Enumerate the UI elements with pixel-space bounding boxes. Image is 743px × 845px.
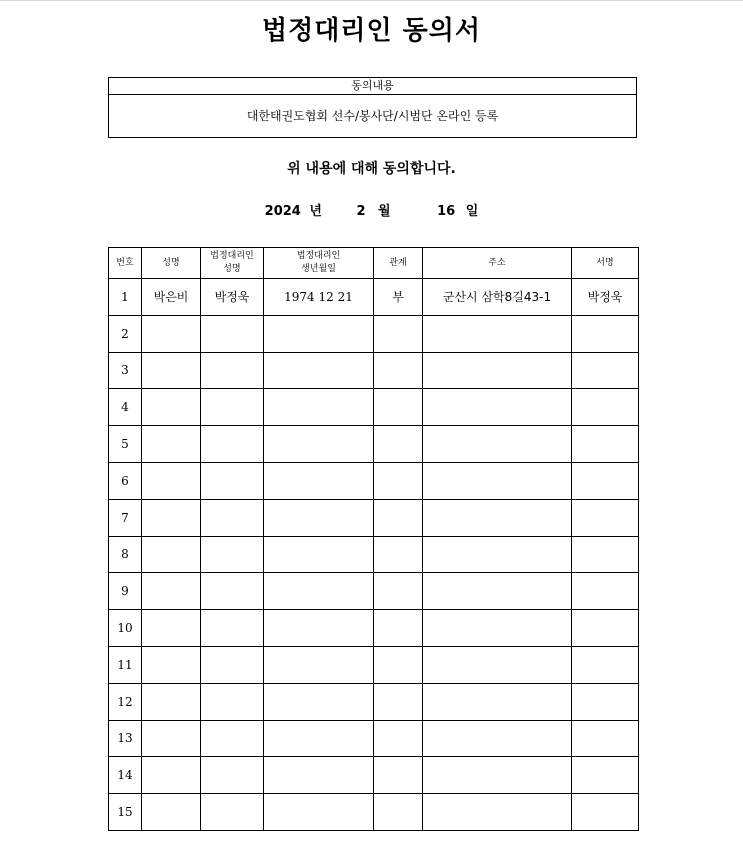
cell-no: 2 xyxy=(109,315,142,352)
cell-no: 11 xyxy=(109,646,142,683)
cell-signature xyxy=(572,720,639,757)
cell-address xyxy=(423,315,572,352)
cell-guardian-birth xyxy=(264,683,374,720)
cell-signature xyxy=(572,352,639,389)
cell-no: 9 xyxy=(109,573,142,610)
date-year-unit: 년 xyxy=(309,204,322,219)
table-row xyxy=(109,536,639,573)
cell-no: 10 xyxy=(109,610,142,647)
cell-name xyxy=(142,794,201,831)
cell-address xyxy=(423,757,572,794)
date-line xyxy=(0,200,743,219)
table-row xyxy=(109,573,639,610)
consent-box xyxy=(108,77,637,138)
date-year: 2024 xyxy=(264,204,301,219)
header-name: 성명 xyxy=(142,248,201,279)
cell-guardian-birth xyxy=(264,426,374,463)
cell-relation xyxy=(374,720,423,757)
cell-name xyxy=(142,573,201,610)
cell-signature xyxy=(572,794,639,831)
cell-guardian-birth xyxy=(264,720,374,757)
cell-relation xyxy=(374,315,423,352)
cell-address xyxy=(423,573,572,610)
cell-signature xyxy=(572,683,639,720)
cell-relation xyxy=(374,426,423,463)
consent-header: 동의내용 xyxy=(109,78,636,95)
cell-no: 8 xyxy=(109,536,142,573)
table-row xyxy=(109,352,639,389)
cell-no: 12 xyxy=(109,683,142,720)
top-divider xyxy=(0,0,743,1)
table-row xyxy=(109,462,639,499)
cell-address xyxy=(423,720,572,757)
table-row xyxy=(109,683,639,720)
cell-guardian-birth xyxy=(264,499,374,536)
cell-address xyxy=(423,352,572,389)
cell-no: 1 xyxy=(109,279,142,316)
cell-signature xyxy=(572,462,639,499)
cell-address xyxy=(423,389,572,426)
cell-no: 5 xyxy=(109,426,142,463)
cell-signature xyxy=(572,389,639,426)
date-month-unit: 월 xyxy=(378,204,391,219)
cell-guardian-name xyxy=(201,683,264,720)
cell-relation xyxy=(374,646,423,683)
header-guardian-birth-line1: 법정대리인 xyxy=(296,251,341,261)
cell-signature xyxy=(572,610,639,647)
cell-name xyxy=(142,646,201,683)
cell-name xyxy=(142,683,201,720)
date-day-unit: 일 xyxy=(465,204,479,219)
cell-guardian-name xyxy=(201,462,264,499)
cell-guardian-name xyxy=(201,573,264,610)
cell-signature xyxy=(572,499,639,536)
date-day: 16 xyxy=(437,204,456,219)
cell-name xyxy=(142,536,201,573)
cell-no: 15 xyxy=(109,794,142,831)
cell-address xyxy=(423,646,572,683)
header-signature: 서명 xyxy=(572,248,639,279)
header-guardian-birth xyxy=(264,248,374,279)
cell-name xyxy=(142,757,201,794)
cell-guardian-name xyxy=(201,389,264,426)
cell-guardian-birth xyxy=(264,794,374,831)
cell-guardian-birth xyxy=(264,610,374,647)
cell-guardian-birth: 1974 12 21 xyxy=(264,279,374,316)
cell-guardian-name xyxy=(201,499,264,536)
cell-name xyxy=(142,352,201,389)
cell-no: 3 xyxy=(109,352,142,389)
cell-guardian-birth xyxy=(264,536,374,573)
cell-relation xyxy=(374,683,423,720)
table-row xyxy=(109,315,639,352)
header-no: 번호 xyxy=(109,248,142,279)
cell-address xyxy=(423,794,572,831)
cell-no: 13 xyxy=(109,720,142,757)
cell-guardian-name xyxy=(201,646,264,683)
table-row xyxy=(109,499,639,536)
cell-name: 박은비 xyxy=(142,279,201,316)
cell-name xyxy=(142,720,201,757)
table-row xyxy=(109,646,639,683)
header-guardian-birth-line2: 생년월일 xyxy=(301,264,336,274)
cell-relation xyxy=(374,610,423,647)
cell-address xyxy=(423,499,572,536)
cell-relation xyxy=(374,794,423,831)
cell-signature: 박정욱 xyxy=(572,279,639,316)
header-address: 주소 xyxy=(423,248,572,279)
table-row xyxy=(109,757,639,794)
cell-name xyxy=(142,499,201,536)
cell-guardian-birth xyxy=(264,573,374,610)
cell-name xyxy=(142,389,201,426)
cell-guardian-name xyxy=(201,757,264,794)
cell-relation xyxy=(374,352,423,389)
cell-relation xyxy=(374,389,423,426)
cell-guardian-name xyxy=(201,426,264,463)
cell-guardian-name xyxy=(201,315,264,352)
signature-table xyxy=(108,247,639,831)
cell-guardian-birth xyxy=(264,389,374,426)
header-guardian-name-line2: 성명 xyxy=(223,264,241,274)
cell-address xyxy=(423,610,572,647)
cell-relation xyxy=(374,757,423,794)
cell-guardian-birth xyxy=(264,315,374,352)
agree-statement: 위 내용에 대해 동의합니다. xyxy=(287,161,456,177)
cell-no: 14 xyxy=(109,757,142,794)
cell-relation: 부 xyxy=(374,279,423,316)
cell-address: 군산시 삼학8길43-1 xyxy=(423,279,572,316)
cell-signature xyxy=(572,536,639,573)
cell-guardian-name: 박정욱 xyxy=(201,279,264,316)
document-title: 법정대리인 동의서 xyxy=(262,16,481,46)
cell-signature xyxy=(572,646,639,683)
cell-address xyxy=(423,536,572,573)
cell-name xyxy=(142,462,201,499)
cell-guardian-birth xyxy=(264,352,374,389)
header-guardian-name xyxy=(201,248,264,279)
cell-address xyxy=(423,462,572,499)
table-row xyxy=(109,720,639,757)
table-row xyxy=(109,279,639,316)
cell-signature xyxy=(572,573,639,610)
cell-name xyxy=(142,315,201,352)
table-row xyxy=(109,610,639,647)
cell-no: 4 xyxy=(109,389,142,426)
table-row xyxy=(109,426,639,463)
cell-relation xyxy=(374,499,423,536)
cell-guardian-birth xyxy=(264,646,374,683)
cell-guardian-name xyxy=(201,610,264,647)
cell-relation xyxy=(374,536,423,573)
cell-no: 7 xyxy=(109,499,142,536)
cell-address xyxy=(423,426,572,463)
header-guardian-name-line1: 법정대리인 xyxy=(210,251,254,261)
date-month: 2 xyxy=(356,204,366,219)
table-row xyxy=(109,389,639,426)
cell-address xyxy=(423,683,572,720)
cell-name xyxy=(142,426,201,463)
cell-relation xyxy=(374,573,423,610)
table-header-row xyxy=(109,248,639,279)
consent-content: 대한태권도협회 선수/봉사단/시범단 온라인 등록 xyxy=(246,109,499,123)
cell-name xyxy=(142,610,201,647)
cell-no: 6 xyxy=(109,462,142,499)
cell-guardian-birth xyxy=(264,462,374,499)
cell-signature xyxy=(572,757,639,794)
cell-relation xyxy=(374,462,423,499)
cell-guardian-name xyxy=(201,794,264,831)
cell-guardian-name xyxy=(201,536,264,573)
cell-signature xyxy=(572,315,639,352)
header-relation: 관계 xyxy=(374,248,423,279)
cell-signature xyxy=(572,426,639,463)
cell-guardian-name xyxy=(201,720,264,757)
table-row xyxy=(109,794,639,831)
cell-guardian-birth xyxy=(264,757,374,794)
cell-guardian-name xyxy=(201,352,264,389)
